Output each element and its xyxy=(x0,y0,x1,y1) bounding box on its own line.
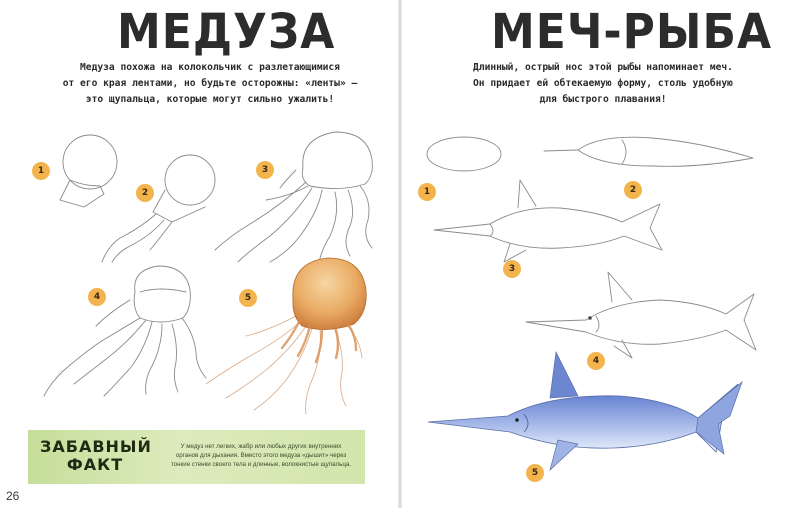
swordfish-step-2-sketch xyxy=(544,137,753,166)
step-badge: 1 xyxy=(418,183,436,201)
fun-fact-line: У медуз нет легких, жабр или любых других внутренних xyxy=(180,443,342,450)
intro-line: Длинный, острый нос этой рыбы напоминает меч. xyxy=(473,62,733,73)
fun-fact-title xyxy=(40,438,150,474)
intro-line: Медуза похожа на колокольчик с разлетающимися xyxy=(80,62,340,73)
intro-line: для быстрого плавания! xyxy=(539,94,667,105)
page-number: 26 xyxy=(6,489,20,503)
jellyfish-step-1-sketch xyxy=(60,135,117,207)
fun-fact-line: органов для дыхания. Вместо этого медуза «дышит» через xyxy=(175,452,347,459)
step-badge: 5 xyxy=(526,464,544,482)
swordfish-drawings xyxy=(400,0,800,508)
step-badge: 3 xyxy=(256,161,274,179)
jellyfish-step-3-sketch xyxy=(215,132,372,268)
step-badge: 1 xyxy=(32,162,50,180)
step-badge: 4 xyxy=(88,288,106,306)
fun-fact-text xyxy=(163,442,359,469)
step-badge: 2 xyxy=(624,181,642,199)
jellyfish-step-5-bell xyxy=(282,258,366,362)
jellyfish-title: МЕДУЗА xyxy=(117,4,336,61)
fun-fact-box xyxy=(28,430,365,484)
jellyfish-step-5-tentacles xyxy=(206,316,362,414)
step-badge: 3 xyxy=(503,260,521,278)
step-badge: 2 xyxy=(136,184,154,202)
step-badge: 5 xyxy=(239,289,257,307)
fun-fact-title-line: ЗАБАВНЫЙ xyxy=(40,437,152,456)
fun-fact-line: тонкие стенки своего тела и длинные, волокнистые щупальца. xyxy=(170,461,352,468)
intro-line: Он придает ей обтекаемую форму, столь удобную xyxy=(473,78,733,89)
right-page xyxy=(400,0,800,508)
swordfish-title: МЕЧ-РЫБА xyxy=(491,4,773,61)
step-badge: 4 xyxy=(587,352,605,370)
jellyfish-step-4-sketch xyxy=(44,266,206,396)
swordfish-step-4-sketch xyxy=(526,272,756,358)
jellyfish-step-2-sketch xyxy=(102,155,215,262)
swordfish-step-5-colored xyxy=(428,352,742,470)
swordfish-step-1-sketch xyxy=(427,137,501,171)
intro-line: от его края лентами, но будьте осторожны: «ленты» — xyxy=(62,78,358,89)
fun-fact-title-line: ФАКТ xyxy=(66,455,124,474)
intro-line: это щупальца, которые могут сильно ужалить! xyxy=(85,94,335,105)
